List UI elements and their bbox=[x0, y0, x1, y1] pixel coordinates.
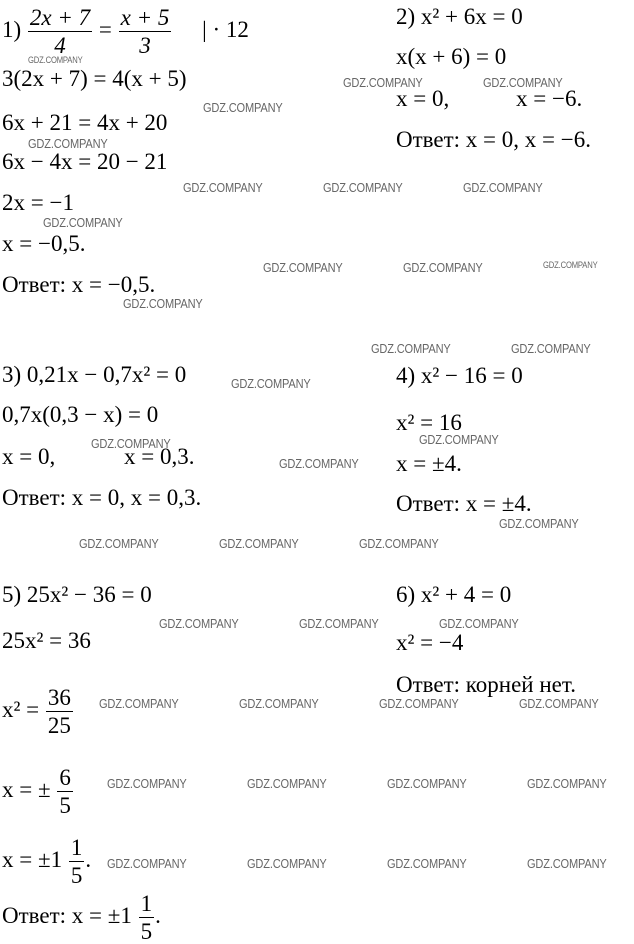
p4-step-1: x² = 16 bbox=[396, 410, 462, 435]
p1-lhs-fraction: $\frac{2x + 7}{4}$ bbox=[29, 5, 91, 58]
p5-answer-fraction: $\frac{1}{5}$ bbox=[140, 891, 153, 944]
watermark: GDZ.COMPANY bbox=[43, 215, 123, 230]
watermark: GDZ.COMPANY bbox=[231, 376, 311, 391]
p1-step-2: 6x + 21 = 4x + 20 bbox=[2, 110, 168, 135]
p2-equation: 2) x² + 6x = 0 bbox=[396, 4, 523, 29]
p4-step-2: x = ±4. bbox=[396, 451, 462, 476]
watermark: GDZ.COMPANY bbox=[323, 180, 403, 195]
watermark: GDZ.COMPANY bbox=[419, 432, 499, 447]
watermark: GDZ.COMPANY bbox=[343, 75, 423, 90]
watermark: GDZ.COMPANY bbox=[159, 616, 239, 631]
p5-step-2: x² = $\frac{36}{25}$ bbox=[2, 685, 71, 738]
watermark: GDZ.COMPANY bbox=[403, 260, 483, 275]
watermark: GDZ.COMPANY bbox=[527, 856, 607, 871]
p1-answer: Ответ: x = −0,5. bbox=[2, 272, 156, 297]
watermark: GDZ.COMPANY bbox=[263, 260, 343, 275]
watermark: GDZ.COMPANY bbox=[543, 260, 598, 270]
p3-root-1: x = 0, bbox=[2, 444, 56, 469]
p1-multiplier: | · 12 bbox=[202, 16, 249, 42]
watermark: GDZ.COMPANY bbox=[28, 136, 108, 151]
p6-equation: 6) x² + 4 = 0 bbox=[396, 582, 512, 607]
p5-step-3: x = ± $\frac{6}{5}$ bbox=[2, 765, 71, 818]
p1-step-4: 2x = −1 bbox=[2, 190, 74, 215]
watermark: GDZ.COMPANY bbox=[28, 55, 83, 65]
p5-step-1: 25x² = 36 bbox=[2, 628, 91, 653]
p1-rhs-fraction: $\frac{x + 5}{3}$ bbox=[120, 5, 170, 58]
p1-step-5: x = −0,5. bbox=[2, 231, 86, 256]
p4-equation: 4) x² − 16 = 0 bbox=[396, 363, 523, 388]
watermark: GDZ.COMPANY bbox=[247, 856, 327, 871]
watermark: GDZ.COMPANY bbox=[99, 696, 179, 711]
p3-root-2: x = 0,3. bbox=[124, 444, 195, 469]
watermark: GDZ.COMPANY bbox=[219, 536, 299, 551]
p6-answer: Ответ: корней нет. bbox=[396, 672, 576, 697]
p3-equation: 3) 0,21x − 0,7x² = 0 bbox=[2, 362, 187, 387]
watermark: GDZ.COMPANY bbox=[359, 536, 439, 551]
watermark: GDZ.COMPANY bbox=[527, 776, 607, 791]
watermark: GDZ.COMPANY bbox=[463, 180, 543, 195]
watermark: GDZ.COMPANY bbox=[107, 776, 187, 791]
p5-step-4-fraction: $\frac{1}{5}$ bbox=[70, 835, 83, 888]
watermark: GDZ.COMPANY bbox=[123, 296, 203, 311]
watermark: GDZ.COMPANY bbox=[91, 436, 171, 451]
p1-equation: 1) $\frac{2x + 7}{4}$ = $\frac{x + 5}{3}$ | · 12 bbox=[2, 5, 249, 58]
p1-step-1: 3(2x + 7) = 4(x + 5) bbox=[2, 66, 187, 91]
p3-step-1: 0,7x(0,3 − x) = 0 bbox=[2, 402, 159, 427]
p5-step-2-fraction: $\frac{36}{25}$ bbox=[47, 685, 71, 738]
watermark: GDZ.COMPANY bbox=[203, 100, 283, 115]
watermark: GDZ.COMPANY bbox=[239, 696, 319, 711]
p5-answer: Ответ: x = ±1 $\frac{1}{5}$ . bbox=[2, 891, 161, 944]
watermark: GDZ.COMPANY bbox=[387, 856, 467, 871]
p4-answer: Ответ: x = ±4. bbox=[396, 491, 532, 516]
p5-equation: 5) 25x² − 36 = 0 bbox=[2, 582, 152, 607]
p1-step-3: 6x − 4x = 20 − 21 bbox=[2, 149, 168, 174]
watermark: GDZ.COMPANY bbox=[79, 536, 159, 551]
p2-root-2: x = −6. bbox=[516, 86, 583, 111]
watermark: GDZ.COMPANY bbox=[107, 856, 187, 871]
watermark: GDZ.COMPANY bbox=[511, 341, 591, 356]
p5-step-3-fraction: $\frac{6}{5}$ bbox=[59, 765, 71, 818]
watermark: GDZ.COMPANY bbox=[371, 341, 451, 356]
p2-root-1: x = 0, bbox=[396, 86, 450, 111]
watermark: GDZ.COMPANY bbox=[439, 616, 519, 631]
watermark: GDZ.COMPANY bbox=[279, 456, 359, 471]
watermark: GDZ.COMPANY bbox=[247, 776, 327, 791]
p2-step-1: x(x + 6) = 0 bbox=[396, 44, 507, 69]
watermark: GDZ.COMPANY bbox=[519, 696, 599, 711]
p6-step-1: x² = −4 bbox=[396, 630, 464, 655]
watermark: GDZ.COMPANY bbox=[387, 776, 467, 791]
watermark: GDZ.COMPANY bbox=[499, 516, 579, 531]
p2-answer: Ответ: x = 0, x = −6. bbox=[396, 127, 591, 152]
watermark: GDZ.COMPANY bbox=[379, 696, 459, 711]
watermark: GDZ.COMPANY bbox=[483, 75, 563, 90]
watermark: GDZ.COMPANY bbox=[183, 180, 263, 195]
watermark: GDZ.COMPANY bbox=[299, 616, 379, 631]
p5-step-4: x = ±1 $\frac{1}{5}$ . bbox=[2, 835, 92, 888]
p3-answer: Ответ: x = 0, x = 0,3. bbox=[2, 485, 202, 510]
